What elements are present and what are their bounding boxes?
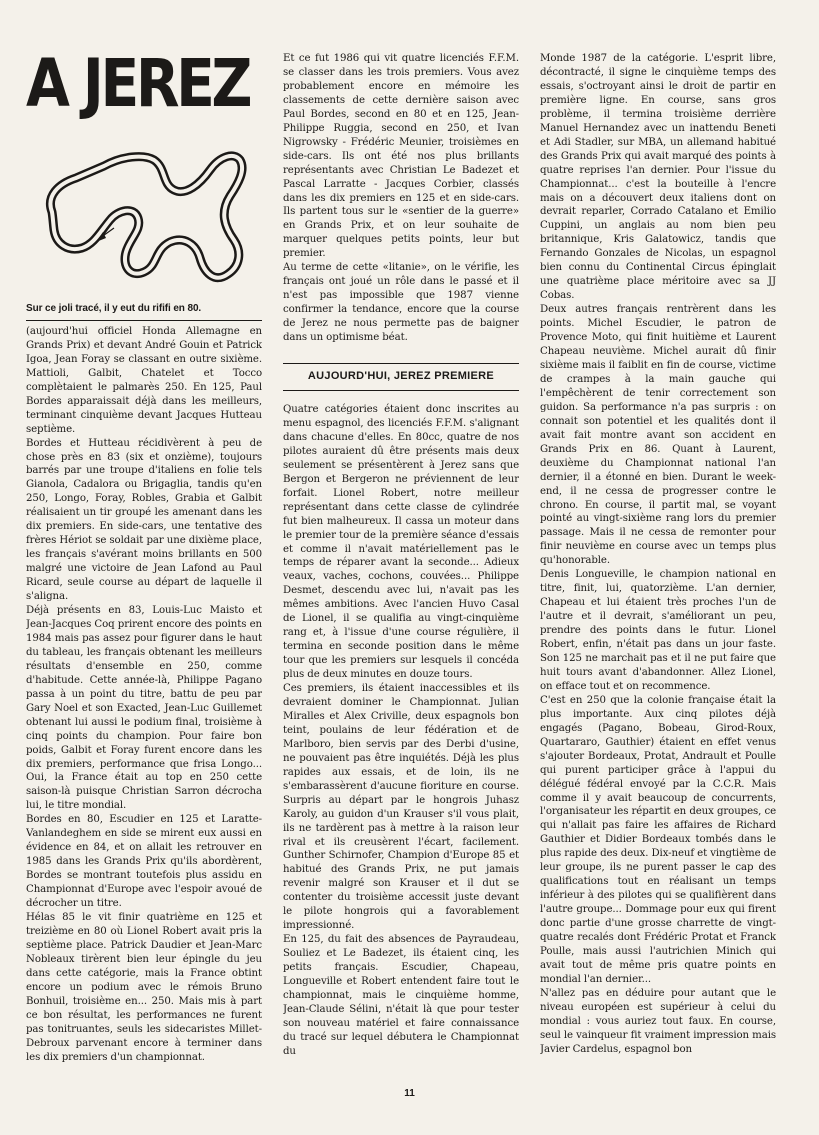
paragraph: N'allez pas en déduire pour autant que le niveau européen est supérieur à celui du mondial : vous auriez tout faux. En course, seul le vainqueur fit vraiment impression mais Javier Cardelus, espagnol bon [540,987,776,1055]
paragraph: (aujourd'hui officiel Honda Allemagne en Grands Prix) et devant André Gouin et Patrick Igoa, Jean Foray se classant en outre sixième. Mattioli, Galbit, Chatelet et Tocco complètaient le palmarès 250. En 125, Paul Bordes apparaissait déjà dans les meilleurs, terminant cinquième devant Jacques Hutteau septième. [26,325,262,435]
paragraph: Bordes et Hutteau récidivèrent à peu de chose près en 83 (six et onzième), toujours barrés par une troupe d'italiens en folie tels Gianola, Cadalora ou Brigaglia, tandis qu'en 250, Longo, Foray, Robles, Grabia et Galbit réalisaient un tir groupé les amenant dans les dix premiers. En side-cars, une tentative des frères Hériot se soldait par une dixième place, les français s'avérant moins brillants en 500 malgré une victoire de Jean Lafond au Paul Ricard, seule course au départ de laquelle il s'aligna. [26,437,262,603]
paragraph: Monde 1987 de la catégorie. L'esprit libre, décontracté, il signe le cinquième temps des essais, s'octroyant ainsi le droit de partir en première ligne. En course, sans gros problème, il termina troisième derrière Manuel Hernandez avec un inattendu Beneti et Adi Stadler, sur MBA, un allemand habitué des Grands Prix qui avait marqué des points à quatre reprises l'an dernier. Pour l'issue du Championnat... c'est la bouteille à l'encre mais on a découvert deux italiens dont on devrait reparler, Corrado Catalano et Emilio Cuppini, un anglais au nom bien peu britannique, Kris Galatowicz, tandis que Fernando Gonzales de Nicolas, un espagnol bien connu du Continental Circus épinglait une quatrième place méritoire avec sa JJ Cobas. [540,53,776,302]
paragraph: En 125, du fait des absences de Payraudeau, Souliez et Le Badezet, ils étaient cinq, les petits français. Escudier, Chapeau, Longueville et Robert entendent faire tout le championnat, mais le cinquième homme, Jean-Claude Sélini, n'était là que pour tester son nouveau matériel et faire connaissance du tracé sur lequel débutera le Championnat du [283,934,519,1057]
column-2 [283,52,519,1093]
paragraph: Ces premiers, ils étaient inaccessibles et ils devraient dominer le Championnat. Julian Miralles et Alex Criville, deux espagnols bon teint, poulains de leur fédération et de Marlboro, bien servis par des Derbi d'usine, ne pouvaient pas être inquiétés. Déjà les plus rapides aux essais, et de loin, ils ne s'embarassèrent d'aucune fioriture en course. Surpris au départ par le hongrois Juhasz Karoly, au guidon d'un Krauser s'il vous plait, ils ne tardèrent pas à mettre à la raison leur rival et ils creusèrent l'écart, facilement. Gunther Schirnofer, Champion d'Europe 85 et habitué des Grands Prix, ne put jamais revenir malgré son Krauser et il dut se contenter du troisième accessit juste devant le pilote hongrois qui a favorablement impressionné. [283,683,519,932]
paragraph: Bordes en 80, Escudier en 125 et Laratte-Vanlandeghem en side se mirent eux aussi en évidence en 84, et on allait les retrouver en 1985 dans les Grands Prix qu'ils abordèrent, Bordes se montrant toutefois plus assidu en Championnat d'Europe avec l'espoir avoué de décrocher un titre. [26,814,262,910]
page-number: 11 [404,1088,415,1099]
paragraph: Deux autres français rentrèrent dans les points. Michel Escudier, le patron de Provence Moto, qui finit huitième et Laurent Chapeau neuvième. Michel aurait dû finir sixième mais il faiblit en fin de course, victime de crampes à la main gauche qui l'empêchèrent de tenir correctement son guidon. Sa performance n'a pas surpris : on connait son potentiel et les qualités dont il avait fait montre avant son accident en Grands Prix en 86. Quant à Laurent, deuxième du Championnat national l'an dernier, il a étonné en bien. Durant le week-end, il ne cessa de progresser contre le chrono. En course, il partit mal, se voyant pointé au vingt-sixième rang lors du premier passage. Mais il ne cessa de remonter pour finir neuvième en course avec un temps plus qu'honorable. [540,304,776,567]
article-title: A JEREZ [26,52,250,122]
paragraph: Et ce fut 1986 qui vit quatre licenciés F.F.M. se classer dans les trois premiers. Vous avez probablement encore en mémoire les classements de cette dernière saison avec Paul Bordes, second en 80 et en 125, Jean-Philippe Ruggia, second en 250, et Ivan Nigrowsky - Frédéric Meunier, troisièmes en side-cars. Ils ont été nos plus brillants représentants avec Christian Le Badezet et Pascal Larratte - Jacques Corbier, classés dans les dix premiers en 125 et en side-cars. Ils partent tous sur le «sentier de la guerre» en Grands Prix, et on leur souhaite de marquer quelques petits points, leur but premier. [283,53,519,260]
paragraph: Hélas 85 le vit finir quatrième en 125 et treizième en 80 où Lionel Robert avait pris la septième place. Patrick Daudier et Jean-Marc Nobleaux tirèrent bien leur épingle du jeu dans cette catégorie, mais la France obtint encore un podium avec le rémois Bruno Bonhuil, troisième en... 250. Mais mis à part ce bon résultat, les performances ne furent pas tonitruantes, seuls les sidecaristes Millet-Debroux parvenant encore à terminer dans les dix premiers d'un championnat. [26,911,262,1063]
paragraph: Déjà présents en 83, Louis-Luc Maisto et Jean-Jacques Coq prirent encore des points en 1984 mais pas assez pour figurer dans le haut du tableau, les français obtenant les meilleurs résultats d'ensemble en 250, comme d'habitude. Cette année-là, Philippe Pagano passa à un point du titre, battu de peu par Gary Noel et son Exacted, Jean-Luc Guillemet obtenant lui aussi le podium final, troisième à cinq points du champion. Pour faire bon poids, Galbit et Foray furent encore dans les dix premiers, performance que frisa Longo... Oui, la France était au top en 250 cette saison-là puisque Christian Sarron décrocha lui, le titre mondial. [26,605,262,812]
section-heading: AUJOURD'HUI, JEREZ PREMIERE [283,363,519,391]
paragraph: Denis Longueville, le champion national en titre, finit, lui, quatorzième. L'an dernier, Chapeau et lui étaient très proches l'un de l'autre et il devrait, s'améliorant un peu, prendre des points dans le futur. Lionel Robert, enfin, n'était pas dans un jour faste. Son 125 ne marchait pas et il ne put faire que huit tours avant d'abandonner. Allez Lionel, on efface tout et on recommence. [540,569,776,692]
paragraph: Au terme de cette «litanie», on le vérifie, les français ont joué un rôle dans le passé et il n'est pas impossible que 1987 vienne confirmer la tendance, encore que la course de Jerez ne nous permette pas de baigner dans un optimisme béat. [283,262,519,344]
paragraph: C'est en 250 que la colonie française était la plus importante. Aux cinq pilotes déjà engagés (Pagano, Bobeau, Girod-Roux, Quartararo, Gauthier) étaient en effet venus s'ajouter Bordeaux, Protat, Andrault et Poulle qui purent participer grâce à l'appui du délégué fédéral envoyé par la C.C.R. Mais comme il y avait beaucoup de concurrents, l'organisateur les répartit en deux groupes, ce qui n'allait pas faire les affaires de Richard Gauthier et Didier Bordeaux tombés dans le plus rapide des deux. Dix-neuf et vingtième de leur groupe, ils ne purent passer le cap des qualifications tout en réalisant un temps inférieur à des pilotes qui se qualifièrent dans l'autre groupe... Dommage pour eux qui firent donc partie d'une grosse charrette de vingt-quatre recalés dont Frédéric Protat et Franck Poulle, mais aussi l'autrichien Minich qui avait tout de même pris quatre points en mondial l'an dernier... [540,694,776,985]
map-caption: Sur ce joli tracé, il y eut du rififi en 80. [26,302,262,321]
column-3 [540,52,776,1093]
paragraph: Quatre catégories étaient donc inscrites au menu espagnol, des licenciés F.F.M. s'alignant dans chacune d'elles. En 80cc, quatre de nos pilotes auraient dû être présents mais deux seulement se présentèrent à Jerez sans que Bergon et Bergeron ne préviennent de leur forfait. Lionel Robert, notre meilleur représentant dans cette classe de cylindrée fut bien malheureux. Il cassa un moteur dans le premier tour de la première séance d'essais et comme il n'avait matériellement pas le temps de réparer avant la seconde... Adieux veaux, vaches, cochons, couvées... Philippe Desmet, descendu avec lui, n'avait pas les mêmes ambitions. Avec l'ancien Huvo Casal de Lionel, il se qualifia au vingt-cinquième rang et, à l'issue d'une course régulière, il termina en seconde position dans le même tour que les premiers sur lesquels il concéda plus de deux minutes en douze tours. [283,403,519,681]
circuit-map-icon [34,126,249,296]
column-1 [26,52,262,1093]
